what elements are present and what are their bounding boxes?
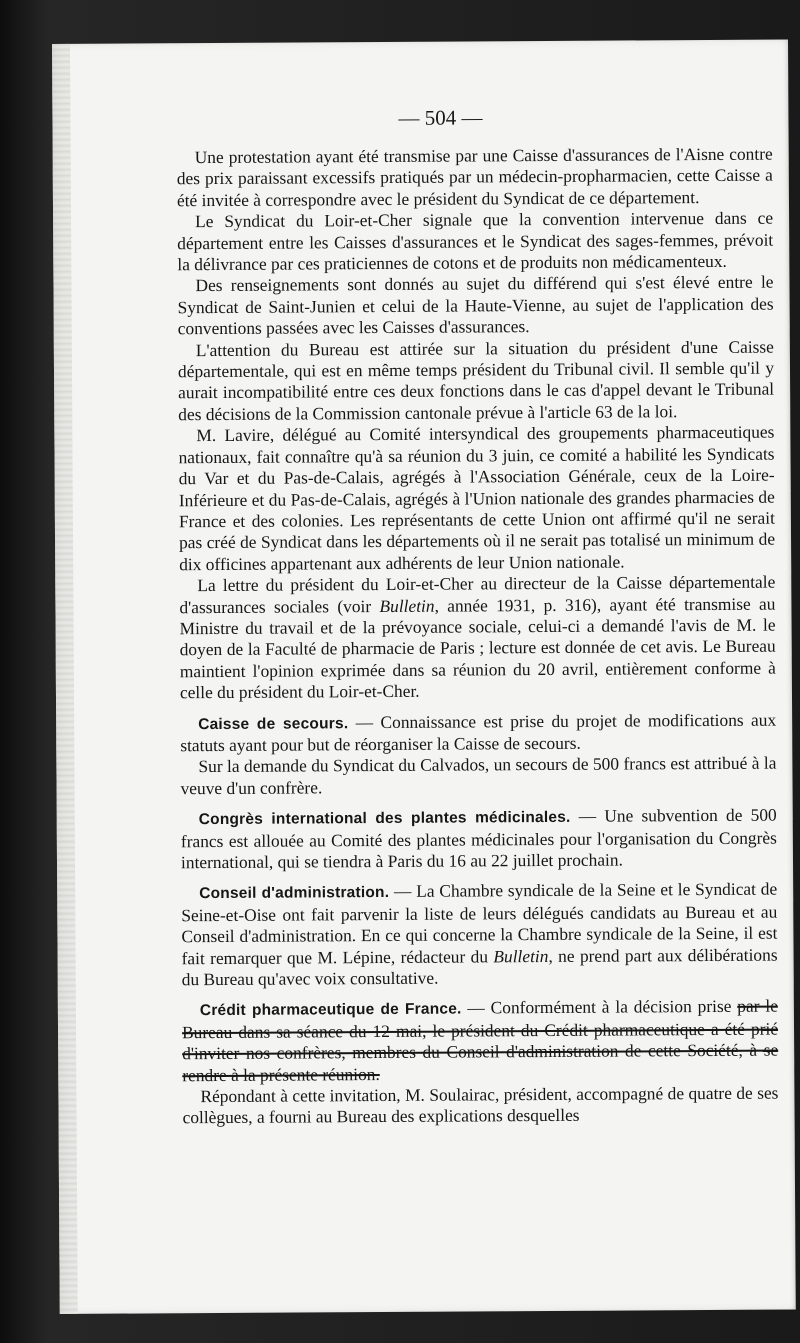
bulletin-title: Bulletin	[379, 595, 435, 616]
paragraph-aisne: Une protestation ayant été transmise par une Caisse d'assurances de l'Aisne contre des prix paraissant excessifs pratiqués par un médecin-propharmacien, cette Caisse a été invitée à correspondre avec le président du Syndicat de ce département.	[176, 143, 773, 211]
section-text: , ne prend part aux délibérations du Bureau qu'avec voix consultative.	[181, 944, 778, 990]
paragraph-calvados: Sur la demande du Syndicat du Calvados, un secours de 500 francs est attribué à la veuve d'un confrère.	[180, 752, 777, 799]
section-heading: Congrès international des plantes médicinales.	[198, 809, 571, 829]
paragraph-loir-et-cher-convention: Le Syndicat du Loir-et-Cher signale que la convention intervenue dans ce département entre les Caisses d'assurances et le Syndicat des sages-femmes, prévoit la délivrance par ces praticiennes de cotons et de produits non médicamenteux.	[177, 207, 774, 275]
section-text: — Conformément à la décision prise	[461, 996, 738, 1018]
page-number: — 504 —	[398, 105, 483, 130]
paragraph-saint-junien: Des renseignements sont donnés au sujet du différend qui s'est élevé entre le Syndicat de Saint-Junien et celui de la Haute-Vienne, au sujet de l'application des conventions passées avec les Caisses d'assurances.	[177, 272, 774, 339]
section-conseil	[181, 879, 778, 991]
page-body	[177, 144, 779, 1129]
section-congres	[181, 805, 777, 874]
paragraph-loir-et-cher-lettre	[179, 572, 776, 704]
paragraph-soulairac: Répondant à cette invitation, M. Soulairac, président, accompagné de quatre de ses collègues, a fourni au Bureau des explications desquelles	[182, 1082, 779, 1128]
section-heading: Caisse de secours.	[198, 714, 349, 733]
text-run: , année 1931, p. 316), ayant été transmise au Ministre du travail et de la prévoyance sociale, celui-ci a demandé l'avis de M. le doyen de la Faculté de pharmacie de Paris ; lecture est donnée de cet avis. Le Bureau maintient l'opinion exprimée dans sa réunion du 20 avril, entièrement conforme à celle du président du Loir-et-Cher.	[179, 593, 776, 703]
section-text: — La Chambre syndicale de la Seine et le Syndicat de Seine-et-Oise ont fait parvenir la liste de leurs délégués candidats au Bureau et au Conseil d'administration. En ce qui concerne la Chambre syndicale de la Seine, il est fait remarquer que M. Lépine, rédacteur du	[181, 878, 778, 968]
section-heading: Crédit pharmaceutique de France.	[199, 1000, 462, 1020]
text-run: La lettre du président du Loir-et-Cher au directeur de la Caisse départementale d'assurances sociales (voir	[179, 571, 776, 617]
section-heading: Conseil d'administration.	[199, 884, 390, 903]
struck-text: par le Bureau dans sa séance du 12 mai, le président du Crédit pharmaceutique a été prié d'inviter nos confrères, membres du Conseil d'administration de cette Société, à se rendre à la présente réunion.	[181, 996, 779, 1085]
section-text: — Connaissance est prise du projet de modifications aux statuts ayant pour but de réorganiser la Caisse de secours.	[180, 709, 777, 756]
paragraph-tribunal: L'attention du Bureau est attirée sur la situation du président d'une Caisse départementale, qui est en même temps président du Tribunal civil. Il semble qu'il y aurait incompatibilité entre ces deux fonctions dans le cas d'appel devant le Tribunal des décisions de la Commission cantonale prévue à l'article 63 de la loi.	[177, 336, 775, 425]
bulletin-title: Bulletin	[493, 945, 549, 966]
section-caisse-de-secours	[180, 709, 776, 756]
section-text: — Une subvention de 500 francs est allouée au Comité des plantes médicinales pour l'organisation du Congrès international, qui se tiendra à Paris du 16 au 22 juillet prochain.	[180, 804, 777, 873]
section-credit	[182, 996, 779, 1086]
document-page	[52, 40, 796, 1314]
paragraph-lavire: M. Lavire, délégué au Comité intersyndical des groupements pharmaceutiques nationaux, fait connaître qu'à sa réunion du 3 juin, ce comité a habilité les Syndicats du Var et du Pas-de-Calais, agrégés à l'Association Générale, ceux de la Loire-Inférieure et du Pas-de-Calais, agrégés à l'Union nationale des grandes pharmacies de France et des colonies. Les représentants de cette Union ont affirmé qu'il ne serait pas créé de Syndicat dans les départements où il ne serait pas totalisé un minimum de dix officines appartenant aux adhérents de leur Union nationale.	[178, 421, 776, 574]
